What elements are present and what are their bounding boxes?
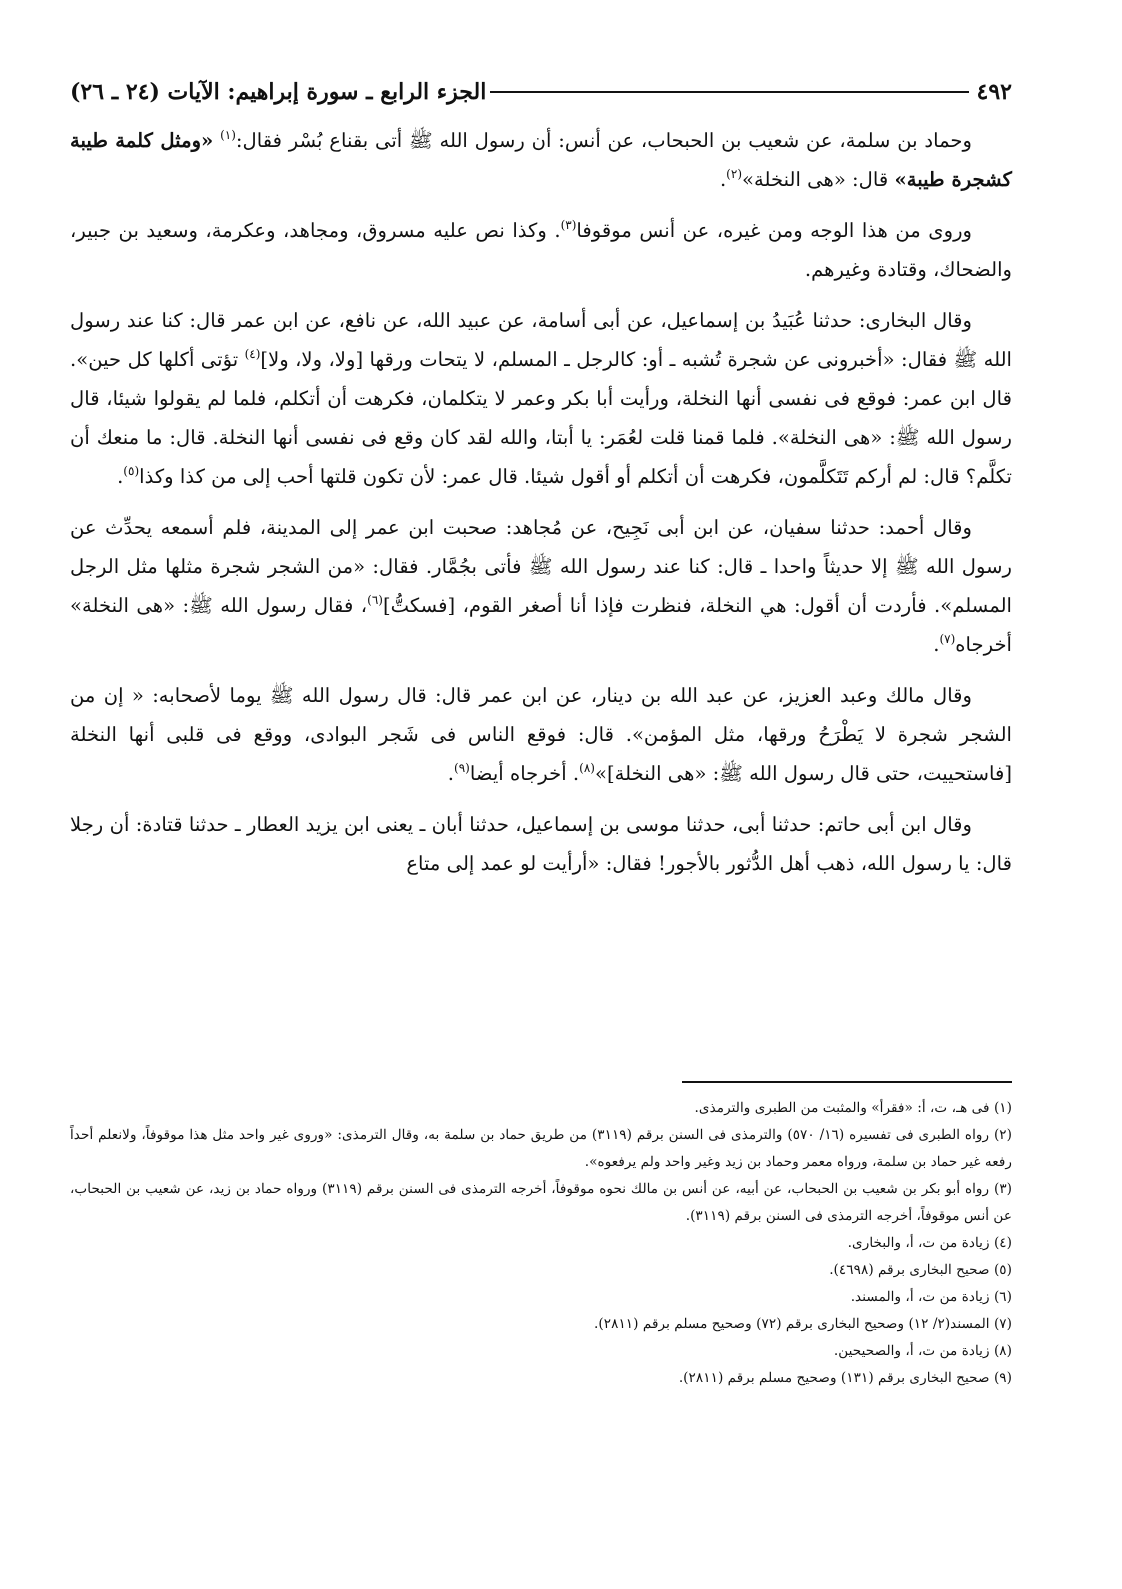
footnote-ref: (٨) — [579, 761, 595, 775]
paragraph: وقال أحمد: حدثنا سفيان، عن ابن أبى نَجِيح، عن مُجاهد: صحبت ابن عمر إلى المدينة، فلم أسمعه يحدِّث عن رسول الله ﷺ إلا حديثاً واحدا ـ قال: كنا عند رسول الله ﷺ فأتى بجُمَّار. فقال: «من الشجر شجرة مثلها مثل الرجل المسلم». فأردت أن أقول: هي النخلة، فنظرت فإذا أنا أصغر القوم، [فسكتُّ]$^{(٦)}$، فقال رسول الله ﷺ: «هى النخلة» أخرجاه$^{(٧)}$. — [70, 516, 1012, 656]
footnote-ref: (٧) — [939, 632, 956, 646]
footnote-ref: (١) — [220, 128, 236, 142]
running-title: الجزء الرابع ـ سورة إبراهيم: الآيات (٢٤ ـ ٢٦) — [70, 79, 487, 105]
footnote-ref: (٥) — [123, 464, 140, 478]
footnote-ref: (٦) — [367, 593, 383, 607]
footnote: (٢) رواه الطبرى فى تفسيره (١٦/ ٥٧٠) والترمذى فى السنن برقم (٣١١٩) من طريق حماد بن سلمة به، وقال الترمذى: «وروى غير واحد مثل هذا موقوفاً، ولانعلم أحداً رفعه غير حماد بن سلمة، ورواه معمر وحماد بن زيد وغير واحد ولم يرفعوه». — [70, 1127, 1012, 1170]
paragraph: وروى من هذا الوجه ومن غيره، عن أنس موقوفا$^{(٣)}$. وكذا نص عليه مسروق، ومجاهد، وعكرمة، وسعيد بن جبير، والضحاك، وقتادة وغيرهم. — [70, 218, 1012, 281]
main-text — [70, 121, 1012, 883]
footnote: (٤) زيادة من ت، أ، والبخارى. — [847, 1235, 1012, 1251]
quran-verse: «ومثل كلمة طيبة كشجرة طيبة» — [70, 129, 1012, 191]
page-number: ٤٩٢ — [976, 79, 1012, 105]
footnote-ref: (٩) — [454, 761, 470, 775]
footnote-ref: (٤) — [244, 347, 261, 361]
footnote: (٧) المسند(٢/ ١٢) وصحيح البخارى برقم (٧٢) وصحيح مسلم برقم (٢٨١١). — [594, 1316, 1012, 1332]
footnote-separator — [682, 1081, 1012, 1083]
footnotes — [70, 1095, 1012, 1392]
footnote: (١) فى هـ، ت، أ: «فقرأ» والمثبت من الطبرى والترمذى. — [694, 1100, 1012, 1116]
running-header — [70, 75, 1012, 109]
footnote: (٣) رواه أبو بكر بن شعيب بن الحبحاب، عن أبيه، عن أنس بن مالك نحوه موقوفاً، أخرجه الترمذى فى السنن برقم (٣١١٩) ورواه حماد بن زيد، عن شعيب بن الحبحاب، عن أنس موقوفاً، أخرجه الترمذى فى السنن برقم (٣١١٩). — [70, 1181, 1013, 1224]
paragraph: وقال مالك وعبد العزيز، عن عبد الله بن دينار، عن ابن عمر قال: قال رسول الله ﷺ يوما لأصحابه: « إن من الشجر شجرة لا يَطْرَحُ ورقها، مثل المؤمن». قال: فوقع الناس فى شَجر البوادى، ووقع فى قلبى أنها النخلة [فاستحييت، حتى قال رسول الله ﷺ: «هى النخلة]»$^{(٨)}$. أخرجاه أيضا$^{(٩)}$. — [70, 684, 1012, 785]
paragraph: وقال البخارى: حدثنا عُبَيدُ بن إسماعيل، عن أبى أسامة، عن عبيد الله، عن نافع، عن ابن عمر قال: كنا عند رسول الله ﷺ فقال: «أخبرونى عن شجرة تُشبه ـ أو: كالرجل ـ المسلم، لا يتحات ورقها [ولا، ولا، ولا]$^{(٤)}$ تؤتى أكلها كل حين». قال ابن عمر: فوقع فى نفسى أنها النخلة، ورأيت أبا بكر وعمر لا يتكلمان، فكرهت أن أتكلم، فلما لم يقولوا شيئا، قال رسول الله ﷺ: «هى النخلة». فلما قمنا قلت لعُمَر: يا أبتا، والله لقد كان وقع فى نفسى أنها النخلة. قال: ما منعك أن تكلَّم؟ قال: لم أركم تَتَكلَّمون، فكرهت أن أتكلم أو أقول شيئا. قال عمر: لأن تكون قلتها أحب إلى من كذا وكذا$^{(٥)}$. — [70, 309, 1012, 488]
footnote: (٦) زيادة من ت، أ، والمسند. — [850, 1289, 1012, 1305]
footnote: (٥) صحيح البخارى برقم (٤٦٩٨). — [829, 1262, 1012, 1278]
footnote: (٩) صحيح البخارى برقم (١٣١) وصحيح مسلم برقم (٢٨١١). — [678, 1370, 1012, 1386]
footnote-ref: (٢) — [726, 167, 742, 181]
paragraph: وحماد بن سلمة، عن شعيب بن الحبحاب، عن أنس: أن رسول الله ﷺ أتى بقناع بُسْر فقال:$^{(١)}$ «ومثل كلمة طيبة كشجرة طيبة» قال: «هى النخلة»$^{(٢)}$. — [70, 128, 1012, 191]
header-rule — [490, 91, 968, 93]
book-page — [70, 75, 1013, 1386]
footnote-ref: (٣) — [560, 218, 577, 232]
paragraph: وقال ابن أبى حاتم: حدثنا أبى، حدثنا موسى بن إسماعيل، حدثنا أبان ـ يعنى ابن يزيد العطار ـ حدثنا قتادة: أن رجلا قال: يا رسول الله، ذهب أهل الدُّثور بالأجور! فقال: «أرأيت لو عمد إلى متاع — [70, 813, 1012, 875]
footnote: (٨) زيادة من ت، أ، والصحيحين. — [833, 1343, 1012, 1359]
